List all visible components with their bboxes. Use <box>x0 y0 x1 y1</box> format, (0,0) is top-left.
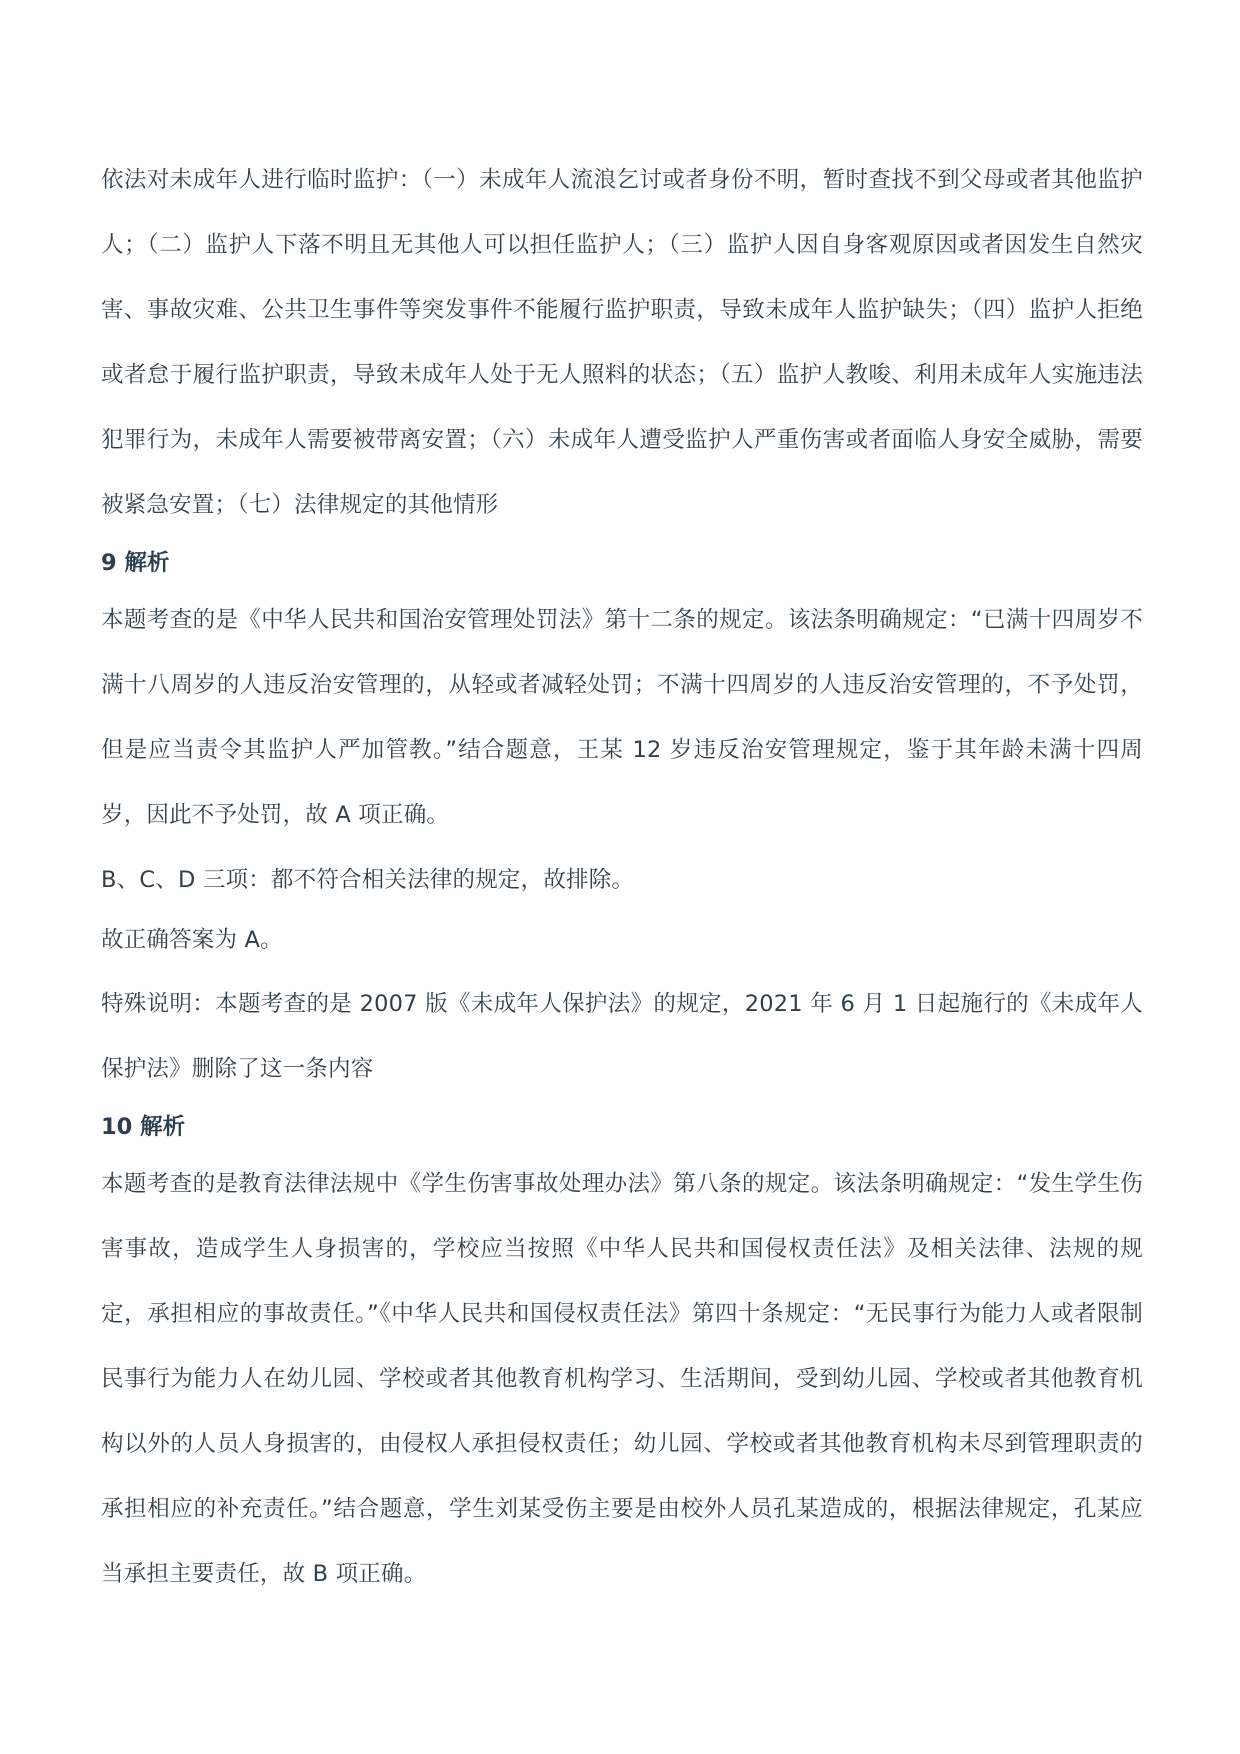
continued-paragraph: 依法对未成年人进行临时监护：（一）未成年人流浪乞讨或者身份不明，暂时查找不到父母或者其他监护人；（二）监护人下落不明且无其他人可以担任监护人；（三）监护人因自身客观原因或者因发生自然灾害、事故灾难、公共卫生事件等突发事件不能履行监护职责，导致未成年人监护缺失；（四）监护人拒绝或者怠于履行监护职责，导致未成年人处于无人照料的状态；（五）监护人教唆、利用未成年人实施违法犯罪行为，未成年人需要被带离安置；（六）未成年人遭受监护人严重伤害或者面临人身安全威胁，需要被紧急安置；（七）法律规定的其他情形 <box>101 167 1143 518</box>
section-9-heading: 9 解析 <box>101 550 170 576</box>
section-9-paragraph-4: 特殊说明：本题考查的是 2007 版《未成年人保护法》的规定，2021 年 6 月 1 日起施行的《未成年人保护法》删除了这一条内容 <box>101 991 1143 1082</box>
section-9-paragraph-3: 故正确答案为 A。 <box>101 927 283 953</box>
section-10-heading: 10 解析 <box>101 1114 186 1140</box>
section-9-paragraph-1: 本题考查的是《中华人民共和国治安管理处罚法》第十二条的规定。该法条明确规定：“已满十四周岁不满十八周岁的人违反治安管理的，从轻或者减轻处罚；不满十四周岁的人违反治安管理的，不予处罚，但是应当责令其监护人严加管教。”结合题意，王某 12 岁违反治安管理规定，鉴于其年龄未满十四周岁，因此不予处罚，故 A 项正确。 <box>101 607 1143 828</box>
section-10-paragraph-1: 本题考查的是教育法律法规中《学生伤害事故处理办法》第八条的规定。该法条明确规定：“发生学生伤害事故，造成学生人身损害的，学校应当按照《中华人民共和国侵权责任法》及相关法律、法规的规定，承担相应的事故责任。”《中华人民共和国侵权责任法》第四十条规定：“无民事行为能力人或者限制民事行为能力人在幼儿园、学校或者其他教育机构学习、生活期间，受到幼儿园、学校或者其他教育机构以外的人员人身损害的，由侵权人承担侵权责任；幼儿园、学校或者其他教育机构未尽到管理职责的承担相应的补充责任。”结合题意，学生刘某受伤主要是由校外人员孔某造成的，根据法律规定，孔某应当承担主要责任，故 B 项正确。 <box>101 1171 1143 1587</box>
section-9-paragraph-2: B、C、D 三项：都不符合相关法律的规定，故排除。 <box>101 867 635 893</box>
